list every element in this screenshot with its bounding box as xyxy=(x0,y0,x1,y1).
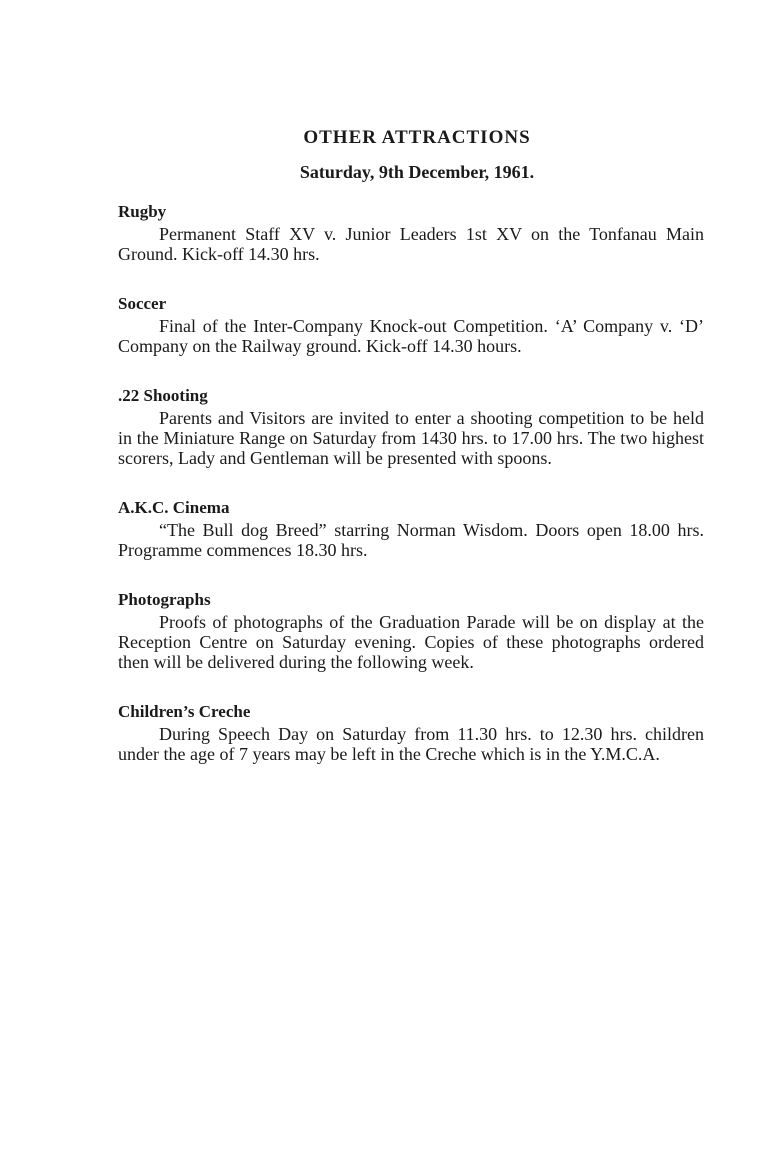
page-title: OTHER ATTRACTIONS xyxy=(303,127,531,148)
section-shooting xyxy=(118,386,704,468)
section-heading: .22 Shooting xyxy=(118,386,208,405)
section-body: During Speech Day on Saturday from 11.30 hrs. to 12.30 hrs. children under the age of 7 years may be left in the Creche which is in the Y.M.C.A. xyxy=(118,724,704,764)
section-rugby xyxy=(118,202,704,264)
section-heading: Soccer xyxy=(118,294,167,313)
section-childrens-creche xyxy=(118,702,704,764)
section-cinema xyxy=(118,498,704,560)
document-page xyxy=(118,126,704,764)
section-body: Proofs of photographs of the Graduation Parade will be on display at the Reception Centre on Saturday evening. Copies of these photographs ordered then will be delivered during the following week. xyxy=(118,612,704,672)
section-heading: Rugby xyxy=(118,202,167,221)
section-heading: Photographs xyxy=(118,590,211,609)
section-body: “The Bull dog Breed” starring Norman Wisdom. Doors open 18.00 hrs. Programme commences 18.30 hrs. xyxy=(118,520,704,560)
section-heading: Children’s Creche xyxy=(118,702,251,721)
section-soccer xyxy=(118,294,704,356)
section-heading: A.K.C. Cinema xyxy=(118,498,230,517)
page-date: Saturday, 9th December, 1961. xyxy=(299,162,535,182)
section-body: Final of the Inter-Company Knock-out Competition. ‘A’ Company v. ‘D’ Company on the Railway ground. Kick-off 14.30 hours. xyxy=(118,316,704,356)
section-body: Parents and Visitors are invited to enter a shooting competition to be held in the Miniature Range on Saturday from 1430 hrs. to 17.00 hrs. The two highest scorers, Lady and Gentleman will be presented with spoons. xyxy=(118,408,704,468)
section-photographs xyxy=(118,590,704,672)
section-body: Permanent Staff XV v. Junior Leaders 1st XV on the Tonfanau Main Ground. Kick-off 14.30 hrs. xyxy=(118,224,704,264)
